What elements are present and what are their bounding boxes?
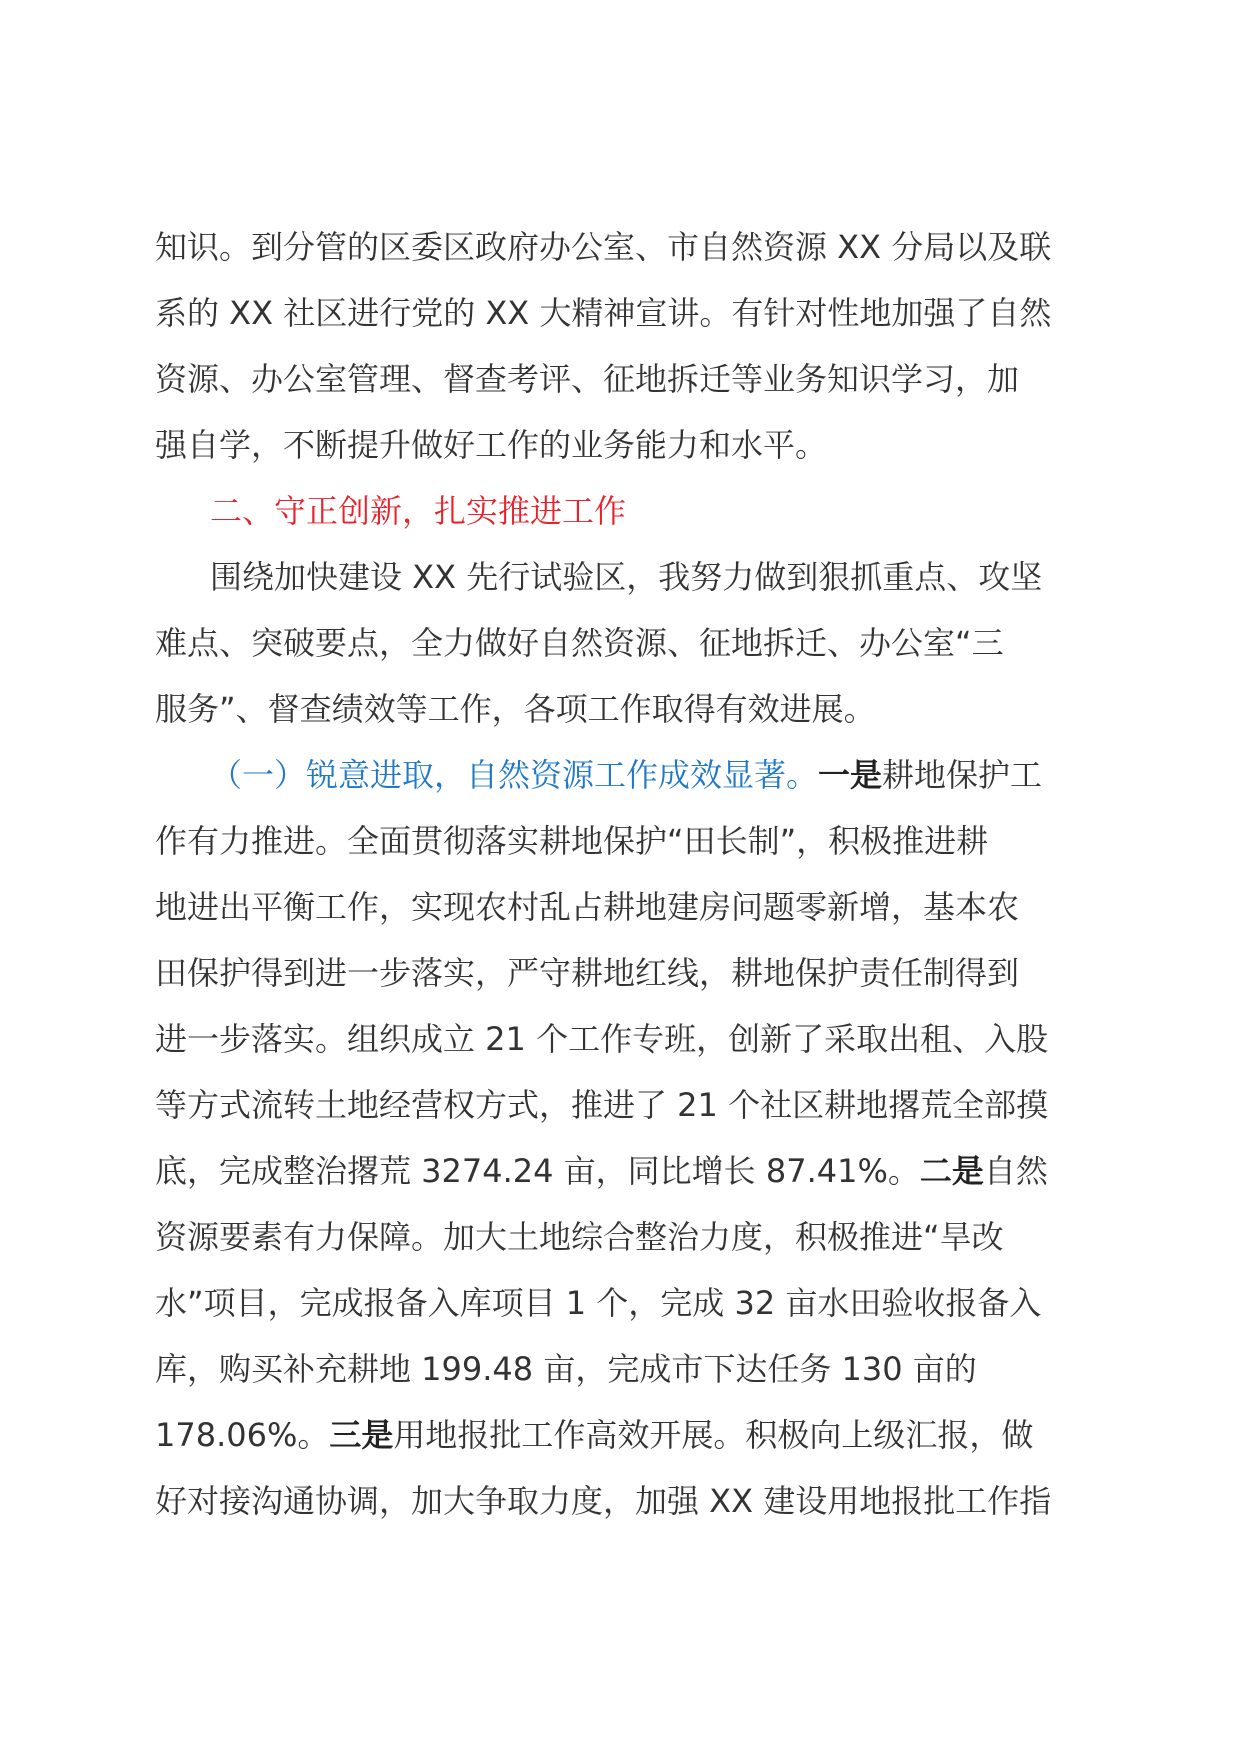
lead-phrase: 一是 [818,756,883,794]
body-line: 资源要素有力保障。加大土地综合整治力度，积极推进“旱改 [155,1218,1004,1256]
lead-phrase: 三是 [329,1416,394,1454]
document-body [155,214,1085,1534]
body-line: 围绕加快建设 XX 先行试验区，我努力做到狠抓重点、攻坚 [210,558,1043,596]
body-line: 田保护得到进一步落实，严守耕地红线，耕地保护责任制得到 [155,954,1020,992]
body-line: 强自学，不断提升做好工作的业务能力和水平。 [155,426,828,464]
body-line: 水”项目，完成报备入库项目 1 个，完成 32 亩水田验收报备入 [155,1284,1042,1322]
subsection-heading: （一）锐意进取，自然资源工作成效显著。 [210,756,819,794]
body-line: 服务”、督查绩效等工作，各项工作取得有效进展。 [155,690,876,728]
body-text: 178.06%。 [155,1416,330,1454]
subsection-first-line [155,742,1085,808]
lead-phrase: 二是 [919,1152,984,1190]
body-text: 自然 [983,1152,1048,1190]
body-line: 等方式流转土地经营权方式，推进了 21 个社区耕地撂荒全部摸 [155,1086,1049,1124]
body-line: 作有力推进。全面贯彻落实耕地保护“田长制”，积极推进耕 [155,822,989,860]
body-line: 知识。到分管的区委区政府办公室、市自然资源 XX 分局以及联 [155,228,1052,266]
body-line: 难点、突破要点，全力做好自然资源、征地拆迁、办公室“三 [155,624,1004,662]
body-text: 底，完成整治撂荒 3274.24 亩，同比增长 87.41%。 [155,1152,920,1190]
body-text: 用地报批工作高效开展。积极向上级汇报，做 [393,1416,1034,1454]
body-line: 系的 XX 社区进行党的 XX 大精神宣讲。有针对性地加强了自然 [155,294,1052,332]
body-line: 库，购买补充耕地 199.48 亩，完成市下达任务 130 亩的 [155,1350,977,1388]
section-heading: 二、守正创新，扎实推进工作 [210,492,627,530]
body-line: 地进出平衡工作，实现农村乱占耕地建房问题零新增，基本农 [155,888,1020,926]
body-line: 进一步落实。组织成立 21 个工作专班，创新了采取出租、入股 [155,1020,1049,1058]
body-line-mixed [155,1402,1085,1468]
body-text: 耕地保护工 [882,756,1043,794]
body-line-mixed [155,1138,1085,1204]
body-line: 资源、办公室管理、督查考评、征地拆迁等业务知识学习，加 [155,360,1020,398]
body-line: 好对接沟通协调，加大争取力度，加强 XX 建设用地报批工作指 [155,1482,1052,1520]
